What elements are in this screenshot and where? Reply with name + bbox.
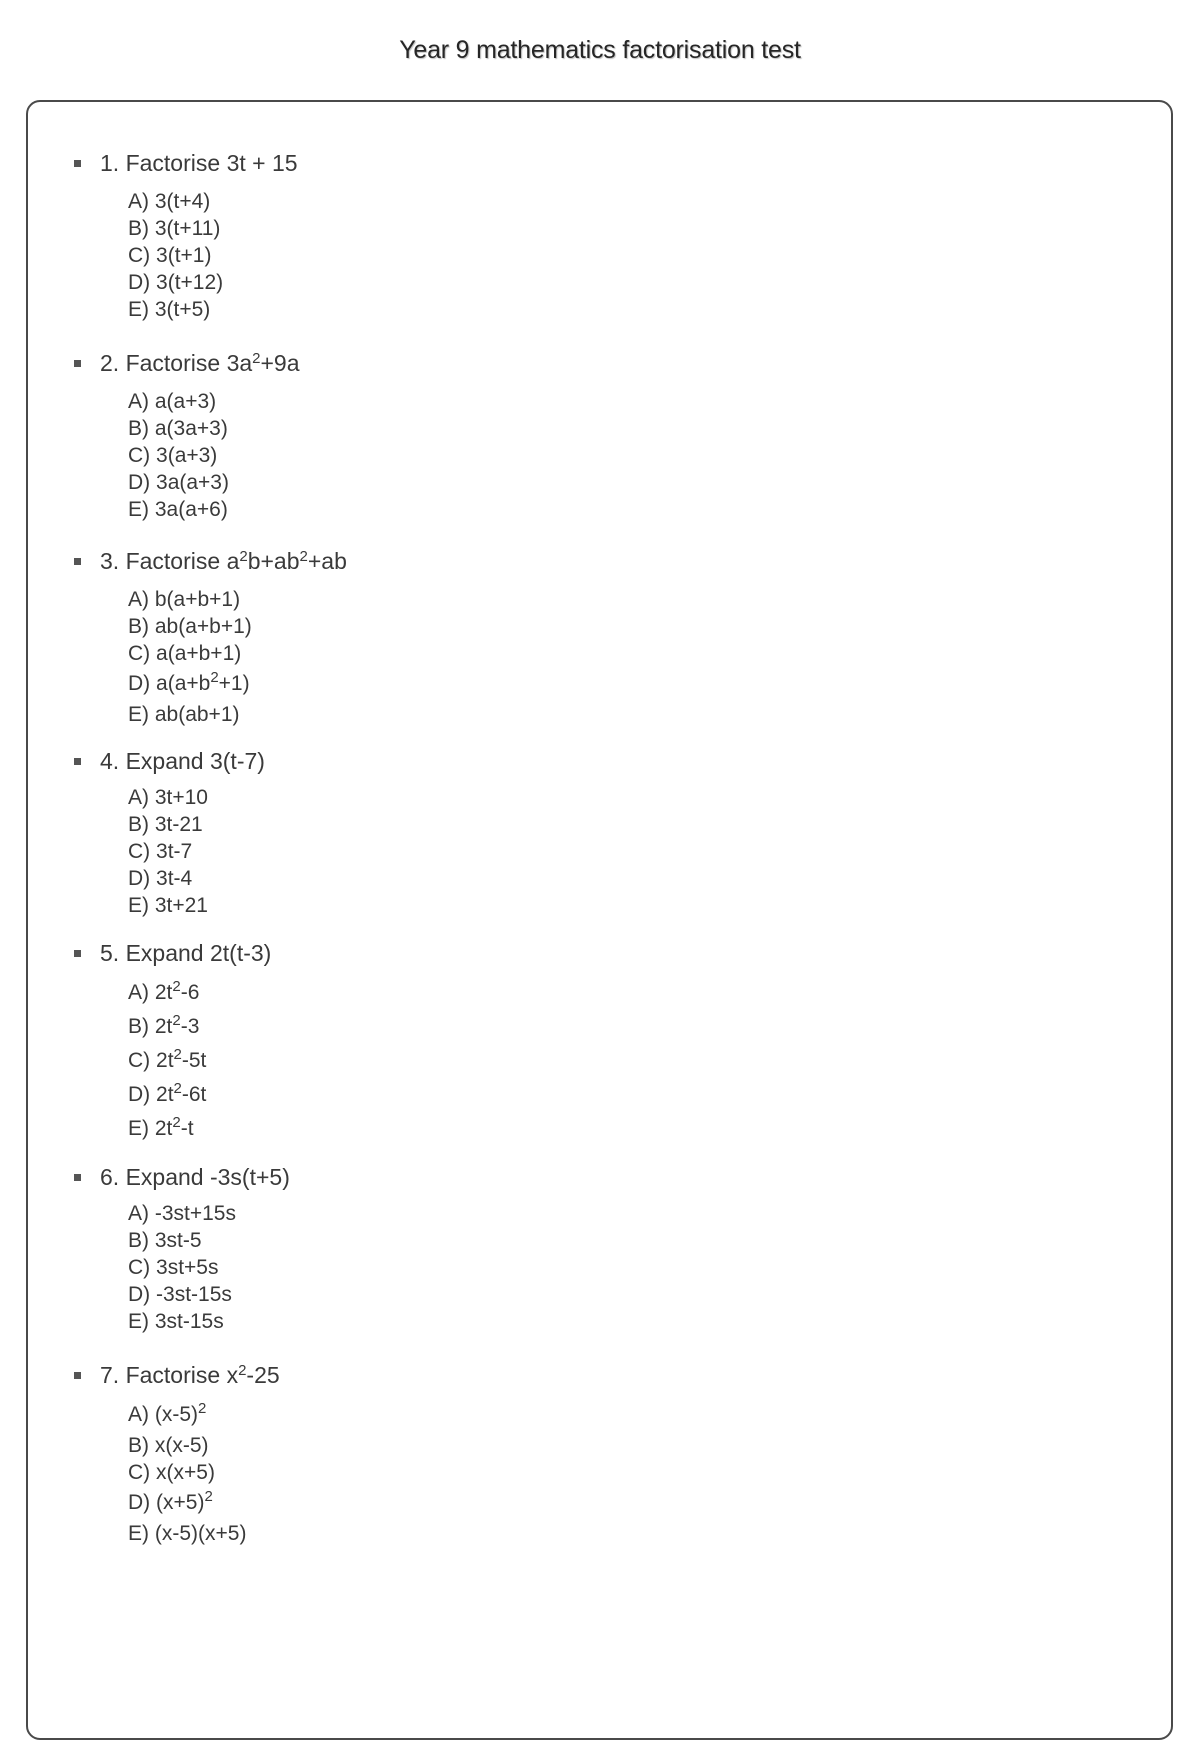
superscript: 2	[239, 548, 248, 565]
superscript: 2	[210, 669, 219, 686]
question-text	[100, 940, 271, 967]
option-expression	[155, 786, 208, 809]
option-letter: E)	[128, 894, 149, 917]
question-verb: Factorise	[125, 350, 221, 376]
expression-part: 3(t+1)	[156, 244, 212, 267]
expression-part: a(a+b	[156, 672, 211, 695]
option-letter: E)	[128, 1117, 149, 1140]
question-text	[100, 1362, 280, 1389]
answer-option	[128, 269, 223, 296]
page-title: Year 9 mathematics factorisation test	[399, 36, 801, 64]
answer-option	[128, 892, 208, 919]
answer-options	[128, 388, 229, 523]
option-expression	[156, 669, 250, 695]
option-letter: E)	[128, 703, 149, 726]
expression-part: -3	[180, 1015, 200, 1038]
option-expression	[155, 498, 228, 521]
question-verb: Expand	[125, 1164, 204, 1190]
option-letter: D)	[128, 471, 151, 494]
option-expression	[155, 298, 210, 321]
answer-options	[128, 976, 206, 1146]
expression-part: 3t+10	[154, 786, 208, 809]
answer-option	[128, 296, 223, 323]
option-letter: B)	[128, 217, 149, 240]
question-verb: Expand	[125, 940, 204, 966]
expression-part: 3(t+5)	[154, 298, 211, 321]
answer-option	[128, 811, 208, 838]
expression-part: 3(t+4)	[154, 190, 211, 213]
expression-part: -25	[246, 1362, 280, 1388]
expression-part: 3(t+12)	[156, 271, 224, 294]
option-letter: A)	[128, 981, 149, 1004]
option-letter: C)	[128, 244, 151, 267]
option-letter: E)	[128, 498, 149, 521]
superscript: 2	[173, 1080, 182, 1097]
question-verb: Expand	[125, 748, 204, 774]
expression-part: 3(a+3)	[156, 444, 218, 467]
bullet-icon	[74, 1372, 81, 1379]
bullet-icon	[74, 360, 81, 367]
question-number: 7.	[100, 1362, 120, 1388]
option-letter: D)	[128, 1283, 151, 1306]
question-text	[100, 1164, 290, 1191]
answer-option	[128, 1486, 246, 1520]
option-letter: D)	[128, 1491, 151, 1514]
expression-part: -6	[180, 981, 200, 1004]
option-letter: B)	[128, 1229, 149, 1252]
answer-options	[128, 586, 252, 728]
expression-part: +1)	[218, 672, 250, 695]
question-number: 1.	[100, 150, 120, 176]
answer-options	[128, 784, 208, 919]
superscript: 2	[299, 548, 308, 565]
option-expression	[156, 471, 229, 494]
option-expression	[155, 1522, 247, 1545]
expression-part: a(a+b+1)	[156, 642, 242, 665]
expression-part: (x-5)(x+5)	[154, 1522, 247, 1545]
option-letter: C)	[128, 1461, 151, 1484]
option-letter: C)	[128, 444, 151, 467]
option-letter: B)	[128, 1434, 149, 1457]
answer-option	[128, 838, 208, 865]
option-letter: D)	[128, 1083, 151, 1106]
answer-option	[128, 701, 252, 728]
option-letter: D)	[128, 271, 151, 294]
answer-option	[128, 640, 252, 667]
superscript: 2	[238, 1362, 247, 1379]
option-expression	[156, 867, 192, 890]
expression-part: 3t + 15	[226, 150, 298, 176]
option-letter: B)	[128, 813, 149, 836]
question-verb: Factorise	[125, 548, 221, 574]
option-letter: C)	[128, 1049, 151, 1072]
question-number: 4.	[100, 748, 120, 774]
option-expression	[156, 271, 223, 294]
option-letter: E)	[128, 1310, 149, 1333]
option-letter: C)	[128, 642, 151, 665]
option-expression	[156, 840, 192, 863]
option-expression	[155, 390, 216, 413]
option-letter: B)	[128, 1015, 149, 1038]
expression-part: 3(t-7)	[209, 748, 265, 774]
option-letter: A)	[128, 1403, 149, 1426]
question-number: 3.	[100, 548, 120, 574]
question-text	[100, 150, 298, 177]
bullet-icon	[74, 160, 81, 167]
answer-option	[128, 215, 223, 242]
answer-option	[128, 1459, 246, 1486]
option-letter: A)	[128, 390, 149, 413]
expression-part: 3st-5	[154, 1229, 202, 1252]
option-expression	[154, 1012, 200, 1038]
answer-option	[128, 1044, 206, 1078]
option-expression	[155, 217, 221, 240]
option-letter: C)	[128, 840, 151, 863]
expression-part: ab(ab+1)	[154, 703, 240, 726]
expression-part: 2t	[154, 1015, 173, 1038]
superscript: 2	[172, 978, 181, 995]
expression-part: 3(t+11)	[154, 217, 221, 240]
option-expression	[156, 1461, 215, 1484]
option-expression	[156, 1488, 213, 1514]
answer-option	[128, 1398, 246, 1432]
option-expression	[156, 1046, 207, 1072]
question-expression	[227, 1362, 280, 1388]
option-expression	[156, 1256, 218, 1279]
option-letter: A)	[128, 190, 149, 213]
bullet-icon	[74, 950, 81, 957]
answer-option	[128, 388, 229, 415]
option-letter: E)	[128, 298, 149, 321]
expression-part: x(x-5)	[154, 1434, 209, 1457]
question-text	[100, 350, 300, 377]
expression-part: +ab	[307, 548, 347, 574]
question-expression	[210, 940, 271, 966]
answer-options	[128, 1398, 246, 1547]
expression-part: 3a(a+6)	[154, 498, 228, 521]
option-expression	[156, 244, 211, 267]
question-expression	[227, 548, 347, 574]
answer-option	[128, 1281, 236, 1308]
expression-part: a	[226, 548, 240, 574]
option-expression	[155, 417, 228, 440]
question-number: 5.	[100, 940, 120, 966]
option-letter: D)	[128, 867, 151, 890]
answer-option	[128, 1010, 206, 1044]
superscript: 2	[252, 350, 261, 367]
expression-part: -3st-15s	[156, 1283, 232, 1306]
answer-option	[128, 496, 229, 523]
answer-option	[128, 865, 208, 892]
expression-part: 2t(t-3)	[209, 940, 272, 966]
expression-part: 3t+21	[154, 894, 208, 917]
expression-part: 3a(a+3)	[156, 471, 229, 494]
superscript: 2	[173, 1046, 182, 1063]
expression-part: 3st+5s	[156, 1256, 219, 1279]
answer-option	[128, 188, 223, 215]
question-number: 2.	[100, 350, 120, 376]
answer-option	[128, 1227, 236, 1254]
option-letter: A)	[128, 588, 149, 611]
answer-option	[128, 784, 208, 811]
expression-part: x(x+5)	[156, 1461, 215, 1484]
answer-option	[128, 242, 223, 269]
superscript: 2	[204, 1488, 213, 1505]
answer-option	[128, 415, 229, 442]
question-expression	[227, 350, 300, 376]
option-letter: B)	[128, 615, 149, 638]
answer-option	[128, 613, 252, 640]
answer-options	[128, 1200, 236, 1335]
expression-part: 2t	[156, 1083, 174, 1106]
option-expression	[156, 1283, 232, 1306]
answer-option	[128, 442, 229, 469]
option-expression	[156, 444, 217, 467]
expression-part: 3t-4	[156, 867, 193, 890]
option-expression	[155, 1202, 236, 1225]
option-expression	[155, 1229, 202, 1252]
option-expression	[154, 1400, 207, 1426]
question-verb: Factorise	[125, 150, 221, 176]
bullet-icon	[74, 1174, 81, 1181]
answer-option	[128, 1520, 246, 1547]
expression-part: -3s(t+5)	[209, 1164, 290, 1190]
answer-option	[128, 1200, 236, 1227]
bullet-icon	[74, 758, 81, 765]
answer-option	[128, 469, 229, 496]
option-expression	[155, 615, 252, 638]
superscript: 2	[172, 1012, 181, 1029]
option-expression	[155, 813, 203, 836]
expression-part: 3t-21	[154, 813, 203, 836]
expression-part: +9a	[260, 350, 300, 376]
option-expression	[156, 642, 241, 665]
answer-option	[128, 1432, 246, 1459]
option-letter: E)	[128, 1522, 149, 1545]
answer-option	[128, 1078, 206, 1112]
expression-part: 3t-7	[156, 840, 193, 863]
question-text	[100, 748, 265, 775]
option-expression	[155, 703, 240, 726]
option-expression	[155, 190, 210, 213]
question-expression	[227, 150, 298, 176]
answer-options	[128, 188, 223, 323]
option-expression	[155, 1310, 224, 1333]
option-expression	[155, 894, 208, 917]
option-letter: D)	[128, 672, 151, 695]
answer-option	[128, 976, 206, 1010]
expression-part: ab(a+b+1)	[154, 615, 252, 638]
question-expression	[210, 1164, 290, 1190]
question-text	[100, 548, 347, 575]
expression-part: 3st-15s	[154, 1310, 224, 1333]
expression-part: 3a	[226, 350, 253, 376]
option-letter: C)	[128, 1256, 151, 1279]
option-expression	[154, 1114, 194, 1140]
expression-part: -5t	[181, 1049, 207, 1072]
superscript: 2	[172, 1114, 181, 1131]
expression-part: 2t	[154, 981, 173, 1004]
expression-part: (x+5)	[156, 1491, 205, 1514]
expression-part: a(a+3)	[154, 390, 217, 413]
answer-option	[128, 1308, 236, 1335]
expression-part: x	[226, 1362, 239, 1388]
option-expression	[156, 1080, 207, 1106]
bullet-icon	[74, 558, 81, 565]
expression-part: 2t	[154, 1117, 173, 1140]
option-expression	[154, 978, 200, 1004]
expression-part: b+ab	[247, 548, 300, 574]
question-verb: Factorise	[125, 1362, 221, 1388]
option-letter: A)	[128, 1202, 149, 1225]
expression-part: -t	[180, 1117, 194, 1140]
option-letter: B)	[128, 417, 149, 440]
question-expression	[210, 748, 265, 774]
answer-option	[128, 586, 252, 613]
answer-option	[128, 667, 252, 701]
option-expression	[155, 1434, 209, 1457]
expression-part: 2t	[156, 1049, 174, 1072]
expression-part: -6t	[181, 1083, 207, 1106]
question-number: 6.	[100, 1164, 120, 1190]
answer-option	[128, 1112, 206, 1146]
expression-part: (x-5)	[154, 1403, 199, 1426]
option-letter: A)	[128, 786, 149, 809]
expression-part: a(3a+3)	[154, 417, 228, 440]
expression-part: -3st+15s	[154, 1202, 236, 1225]
superscript: 2	[198, 1400, 207, 1417]
answer-option	[128, 1254, 236, 1281]
option-expression	[155, 588, 240, 611]
expression-part: b(a+b+1)	[154, 588, 241, 611]
